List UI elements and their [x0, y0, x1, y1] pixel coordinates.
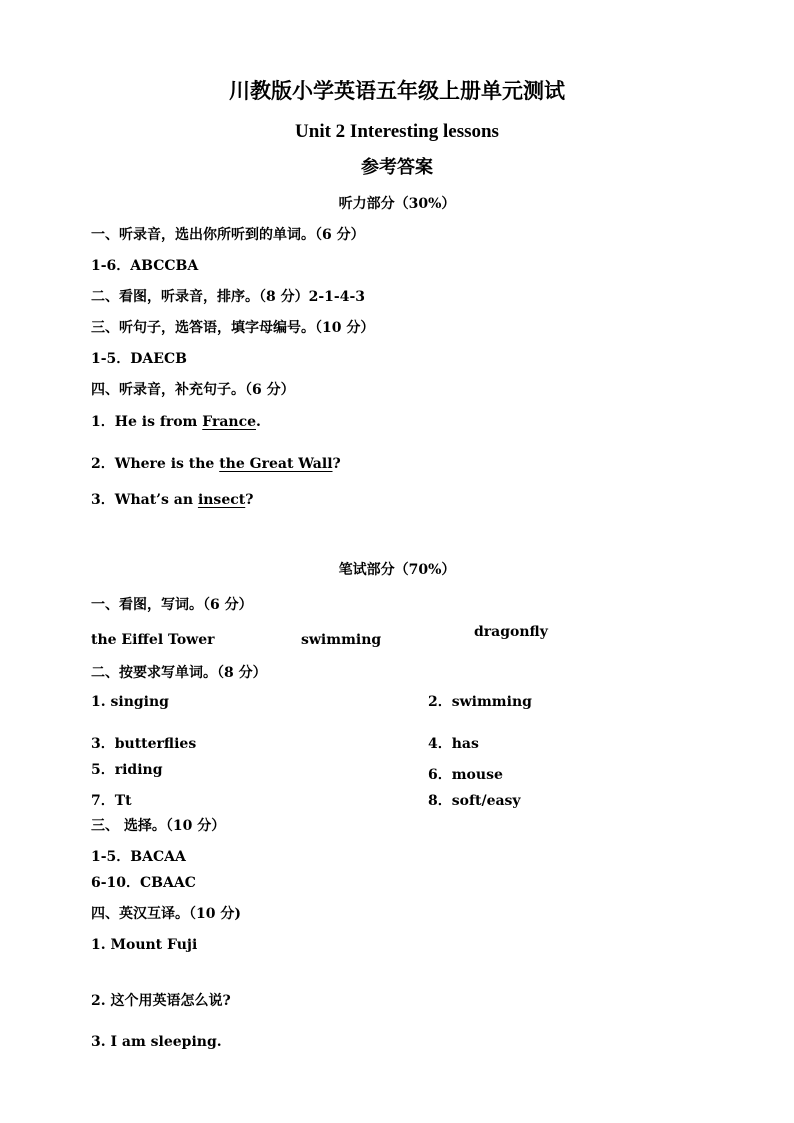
- underlined-answer: the Great Wall: [219, 456, 333, 472]
- writing-q2-answer-3: 3．butterflies: [91, 736, 197, 752]
- listening-q1-title: 一、听录音，选出你所听到的单词。（6 分）: [91, 227, 365, 243]
- listening-q4-sentence-2: [91, 455, 341, 473]
- writing-q1-answer-b: swimming: [301, 632, 382, 648]
- sentence-punctuation: ?: [332, 456, 341, 472]
- sentence-text: 1．He is from: [91, 414, 203, 430]
- underlined-answer: insect: [197, 492, 246, 508]
- writing-q2-answer-1: 1. singing: [91, 694, 169, 710]
- writing-q1-answer-c: dragonfly: [474, 624, 548, 640]
- writing-q3-title: 三、 选择。（10 分）: [91, 818, 226, 834]
- writing-q3-answer-b: 6-10．CBAAC: [91, 875, 196, 891]
- unit-title: Unit 2 Interesting lessons: [295, 121, 499, 142]
- sentence-text: 2．Where is the: [91, 456, 220, 472]
- writing-q2-answer-2: 2．swimming: [428, 694, 532, 710]
- writing-q2-answer-5: 5．riding: [91, 762, 163, 778]
- listening-q2-line: 二、看图，听录音，排序。（8 分）2-1-4-3: [91, 289, 366, 305]
- listening-q4-title: 四、听录音，补充句子。（6 分）: [91, 382, 295, 398]
- writing-q1-answer-a: the Eiffel Tower: [91, 632, 215, 648]
- sentence-text: 3．What’s an: [91, 492, 198, 508]
- sentence-punctuation: ?: [245, 492, 254, 508]
- writing-q2-answer-6: 6．mouse: [428, 767, 503, 783]
- underlined-answer: France: [202, 414, 257, 430]
- writing-q2-answer-4: 4．has: [428, 736, 479, 752]
- writing-q2-answer-7: 7．Tt: [91, 793, 132, 809]
- writing-q4-title: 四、英汉互译。（10 分): [91, 906, 241, 922]
- listening-q3-answer: 1-5．DAECB: [91, 351, 187, 367]
- writing-q3-answer-a: 1-5．BACAA: [91, 849, 186, 865]
- writing-q2-title: 二、按要求写单词。（8 分）: [91, 665, 267, 681]
- listening-q3-title: 三、听句子，选答语，填字母编号。（10 分）: [91, 320, 375, 336]
- answer-key-subtitle: 参考答案: [361, 157, 433, 178]
- listening-section-heading: 听力部分（30%）: [338, 196, 456, 212]
- writing-q4-answer-2: 2. 这个用英语怎么说?: [91, 993, 231, 1009]
- sentence-punctuation: .: [256, 414, 261, 430]
- listening-q4-sentence-3: [91, 491, 253, 509]
- writing-q1-title: 一、看图，写词。（6 分）: [91, 597, 253, 613]
- listening-q1-answer: 1-6．ABCCBA: [91, 258, 199, 274]
- page-title: 川教版小学英语五年级上册单元测试: [229, 78, 565, 103]
- writing-q4-answer-3: 3. I am sleeping.: [91, 1034, 222, 1050]
- writing-q4-answer-1: 1. Mount Fuji: [91, 937, 198, 953]
- writing-section-heading: 笔试部分（70%）: [338, 562, 456, 578]
- listening-q4-sentence-1: [91, 413, 261, 431]
- writing-q2-answer-8: 8．soft/easy: [428, 793, 521, 809]
